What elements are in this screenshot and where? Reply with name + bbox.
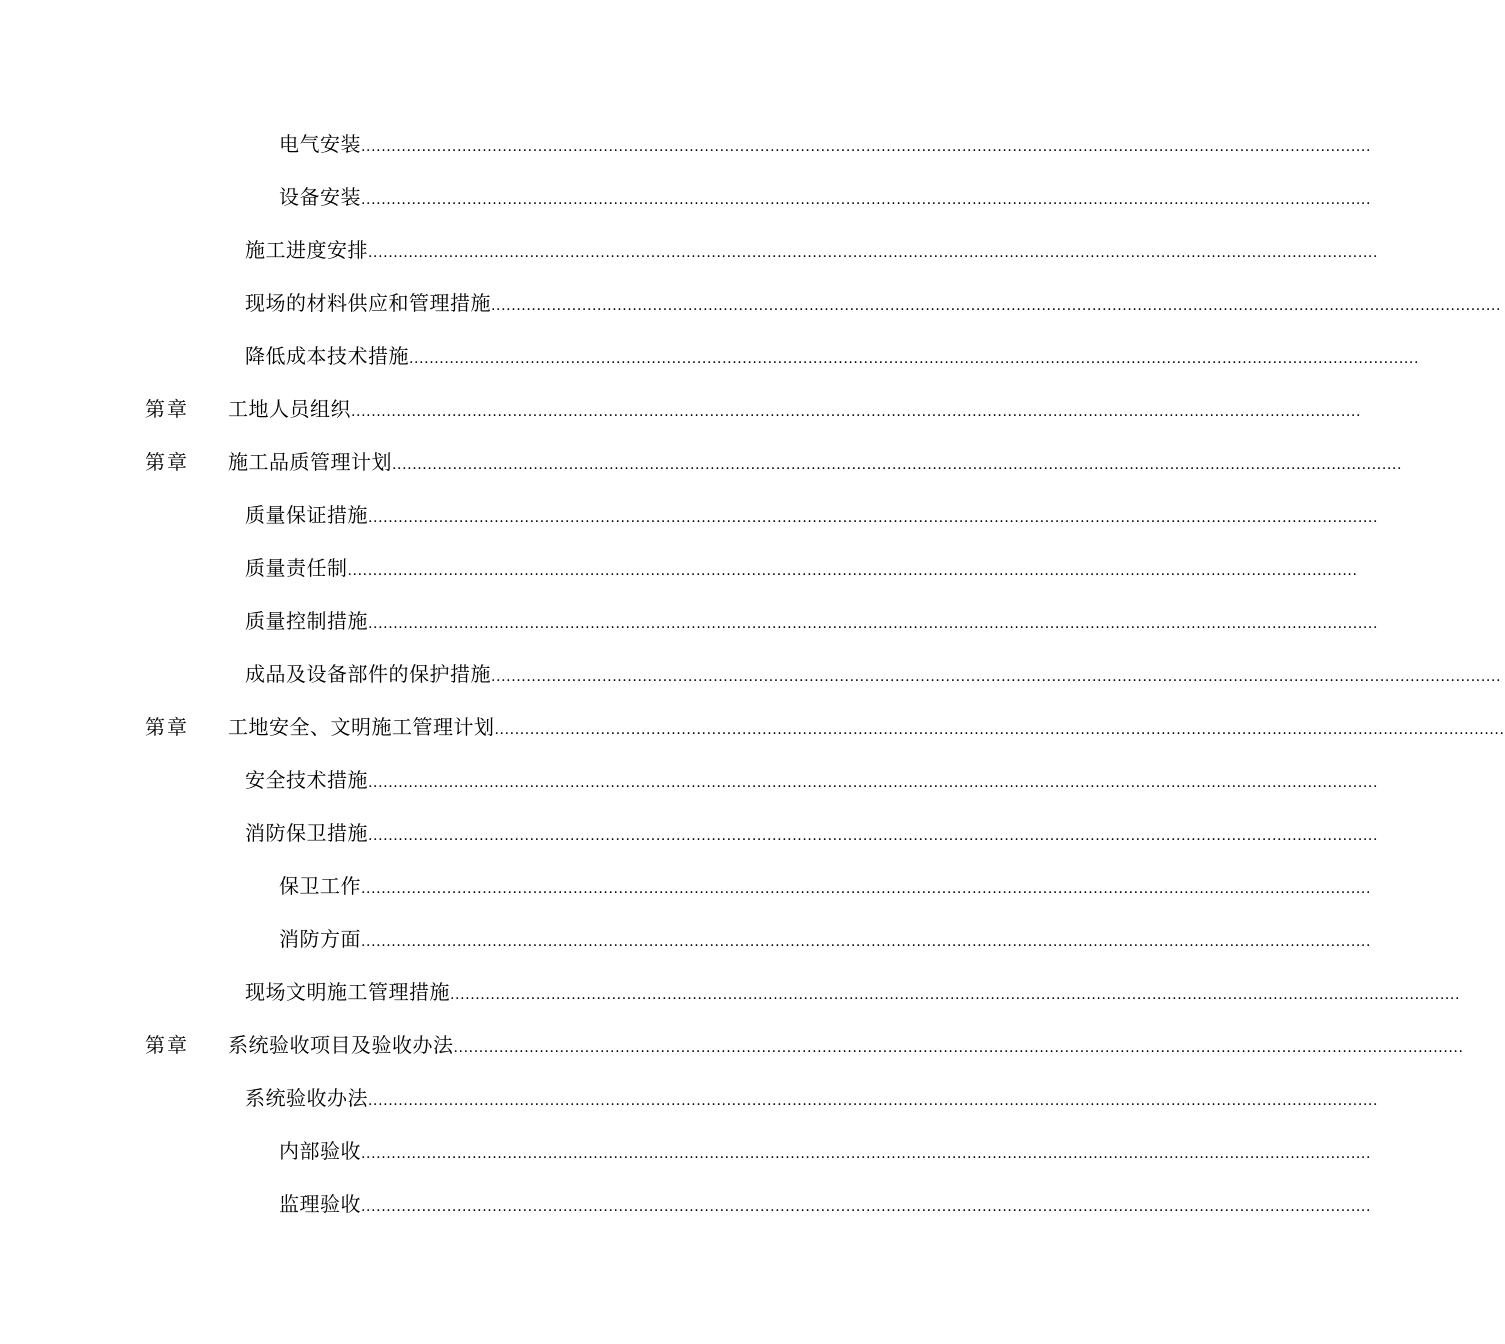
chapter-label: 第章 <box>145 1033 189 1057</box>
toc-entry-body <box>245 235 1379 265</box>
dot-leader: ........................................................................................................................................................................................................ <box>494 722 1505 738</box>
toc-entry-body <box>279 182 1372 212</box>
dot-leader: ........................................................................................................................................................................................................ <box>491 669 1502 685</box>
dot-leader: ........................................................................................................................................................................................................ <box>361 1146 1372 1162</box>
toc-entry-body <box>279 1136 1372 1166</box>
dot-leader: ........................................................................................................................................................................................................ <box>351 404 1362 420</box>
toc-entry-body <box>279 129 1372 159</box>
dot-leader: ........................................................................................................................................................................................................ <box>368 775 1379 791</box>
toc-entry-body <box>279 871 1372 901</box>
toc-entry-body <box>279 1189 1372 1219</box>
dot-leader: ........................................................................................................................................................................................................ <box>361 139 1372 155</box>
dot-leader: ........................................................................................................................................................................................................ <box>453 1040 1464 1056</box>
toc-entry-title: 消防方面 <box>279 927 361 951</box>
dot-leader: ........................................................................................................................................................................................................ <box>491 298 1502 314</box>
toc-entry-quality-responsibility[interactable] <box>0 553 1358 583</box>
toc-entry-cost-reduction[interactable] <box>0 341 1420 371</box>
toc-entry-title: 现场的材料供应和管理措施 <box>245 291 491 315</box>
toc-entry-body <box>245 977 1461 1007</box>
toc-chapter-site-safety[interactable] <box>0 712 1505 742</box>
toc-entry-title: 质量责任制 <box>245 556 348 580</box>
dot-leader: ........................................................................................................................................................................................................ <box>361 881 1372 897</box>
toc-entry-body <box>245 606 1379 636</box>
toc-entry-product-protection[interactable] <box>0 659 1502 689</box>
toc-entry-title: 消防保卫措施 <box>245 821 368 845</box>
toc-chapter-quality-plan[interactable] <box>0 447 1403 477</box>
dot-leader: ........................................................................................................................................................................................................ <box>361 934 1372 950</box>
toc-chapter-site-personnel[interactable] <box>0 394 1362 424</box>
toc-entry-body <box>245 341 1420 371</box>
dot-leader: ........................................................................................................................................................................................................ <box>347 563 1358 579</box>
toc-entry-fire-protection[interactable] <box>0 924 1372 954</box>
toc-entry-title: 施工进度安排 <box>245 238 368 262</box>
dot-leader: ........................................................................................................................................................................................................ <box>368 245 1379 261</box>
dot-leader: ........................................................................................................................................................................................................ <box>368 510 1379 526</box>
toc-entry-fire-security[interactable] <box>0 818 1379 848</box>
toc-entry-material-supply[interactable] <box>0 288 1502 318</box>
toc-entry-body <box>228 712 1505 742</box>
dot-leader: ........................................................................................................................................................................................................ <box>368 616 1379 632</box>
toc-entry-title: 成品及设备部件的保护措施 <box>245 662 491 686</box>
toc-entry-title: 工地安全、文明施工管理计划 <box>228 715 495 739</box>
toc-entry-internal-acceptance[interactable] <box>0 1136 1372 1166</box>
toc-entry-title: 质量保证措施 <box>245 503 368 527</box>
toc-entry-title: 降低成本技术措施 <box>245 344 409 368</box>
toc-entry-title: 施工品质管理计划 <box>228 450 392 474</box>
toc-entry-equipment-installation[interactable] <box>0 182 1372 212</box>
toc-entry-body <box>228 447 1403 477</box>
dot-leader: ........................................................................................................................................................................................................ <box>409 351 1420 367</box>
toc-entry-electrical-installation[interactable] <box>0 129 1372 159</box>
toc-entry-construction-schedule[interactable] <box>0 235 1379 265</box>
chapter-label: 第章 <box>145 715 189 739</box>
toc-entry-security-work[interactable] <box>0 871 1372 901</box>
toc-entry-title: 监理验收 <box>279 1192 361 1216</box>
toc-entry-body <box>245 659 1502 689</box>
toc-entry-body <box>279 924 1372 954</box>
dot-leader: ........................................................................................................................................................................................................ <box>368 828 1379 844</box>
dot-leader: ........................................................................................................................................................................................................ <box>361 192 1372 208</box>
toc-entry-title: 工地人员组织 <box>228 397 351 421</box>
toc-entry-title: 系统验收办法 <box>245 1086 368 1110</box>
toc-entry-title: 现场文明施工管理措施 <box>245 980 450 1004</box>
toc-entry-body <box>228 394 1362 424</box>
toc-entry-body <box>245 288 1502 318</box>
toc-entry-title: 系统验收项目及验收办法 <box>228 1033 454 1057</box>
toc-entry-body <box>245 1083 1379 1113</box>
toc-entry-title: 电气安装 <box>279 132 361 156</box>
dot-leader: ........................................................................................................................................................................................................ <box>450 987 1461 1003</box>
toc-entry-body <box>245 818 1379 848</box>
chapter-label: 第章 <box>145 450 189 474</box>
dot-leader: ........................................................................................................................................................................................................ <box>361 1199 1372 1215</box>
chapter-label: 第章 <box>145 397 189 421</box>
toc-entry-title: 设备安装 <box>279 185 361 209</box>
toc-entry-supervision-acceptance[interactable] <box>0 1189 1372 1219</box>
toc-entry-title: 安全技术措施 <box>245 768 368 792</box>
toc-entry-title: 保卫工作 <box>279 874 361 898</box>
toc-entry-civilized-construction[interactable] <box>0 977 1461 1007</box>
toc-entry-safety-technical[interactable] <box>0 765 1379 795</box>
toc-entry-body <box>228 1030 1464 1060</box>
toc-entry-quality-assurance[interactable] <box>0 500 1379 530</box>
dot-leader: ........................................................................................................................................................................................................ <box>368 1093 1379 1109</box>
toc-entry-body <box>245 553 1358 583</box>
toc-entry-quality-control[interactable] <box>0 606 1379 636</box>
toc-entry-body <box>245 765 1379 795</box>
toc-entry-title: 质量控制措施 <box>245 609 368 633</box>
toc-entry-body <box>245 500 1379 530</box>
dot-leader: ........................................................................................................................................................................................................ <box>392 457 1403 473</box>
toc-entry-title: 内部验收 <box>279 1139 361 1163</box>
toc-chapter-system-acceptance[interactable] <box>0 1030 1464 1060</box>
toc-entry-acceptance-method[interactable] <box>0 1083 1379 1113</box>
